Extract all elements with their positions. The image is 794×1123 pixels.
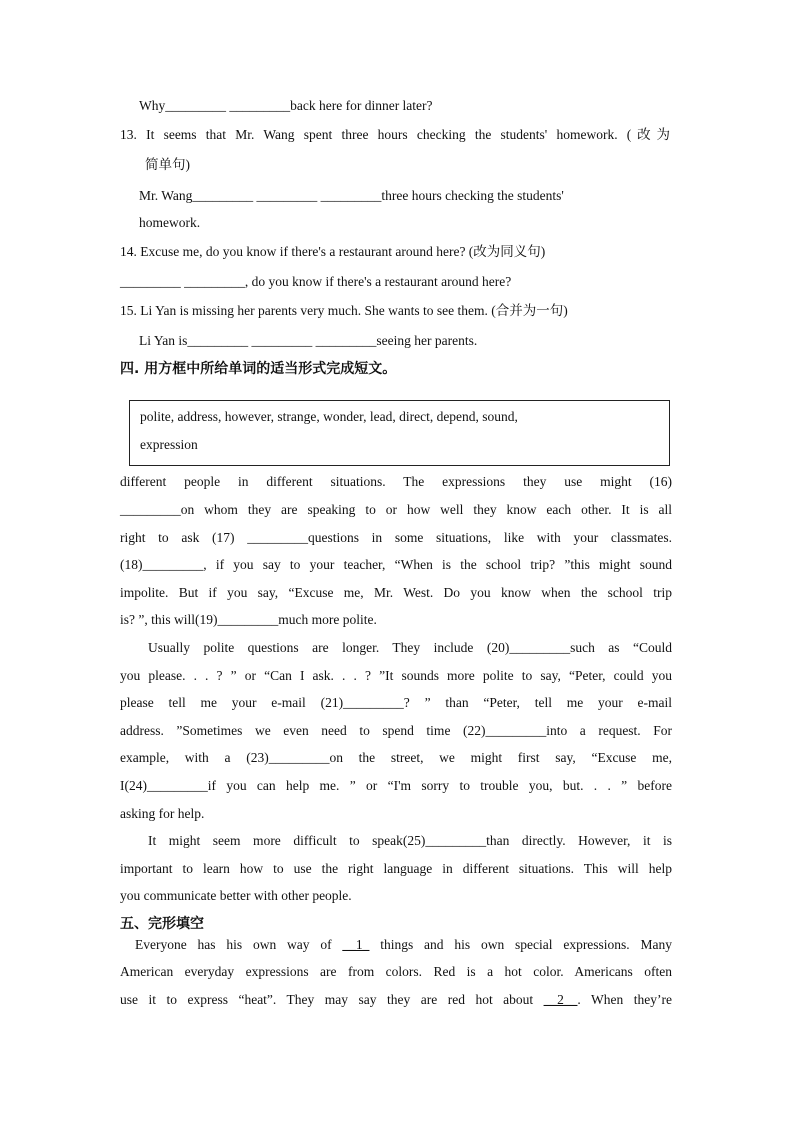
- passage-p3-line-3: you communicate better with other people.: [120, 888, 352, 903]
- cloze-line-1-start: Everyone has his own way of: [135, 937, 343, 952]
- cloze-line-1: [135, 936, 672, 954]
- q13-text-cont: 简单句): [145, 157, 190, 172]
- word-bank-line-2: expression: [140, 437, 198, 452]
- cloze-line-3-start: use it to express “heat”. They may say they are red hot about: [120, 992, 544, 1007]
- section-4-heading: 四. 用方框中所给单词的适当形式完成短文。: [120, 361, 397, 377]
- word-bank-line-1: polite, address, however, strange, wonder, lead, direct, depend, sound,: [140, 409, 518, 424]
- q12-answer-line: Why_________ _________back here for dinner later?: [139, 98, 433, 113]
- q15-answer-line: Li Yan is_________ _________ _________seeing her parents.: [139, 333, 478, 348]
- q14-answer-line: _________ _________, do you know if there's a restaurant around here?: [120, 274, 512, 289]
- passage-p2-line-3: please tell me your e-mail (21)_________? ” than “Peter, tell me your e-mail: [120, 695, 672, 710]
- passage-p2-line-4: address. ”Sometimes we even need to spend time (22)_________into a request. For: [120, 723, 672, 738]
- passage-p2-line-1: Usually polite questions are longer. They include (20)_________such as “Could: [148, 640, 672, 655]
- q13-answer-line-cont: homework.: [139, 215, 201, 230]
- q13-text: 13. It seems that Mr. Wang spent three hours checking the students' homework. (改为: [120, 127, 670, 142]
- passage-p1-line-3: right to ask (17) _________questions in some situations, like with your classmates.: [120, 530, 672, 545]
- passage-p2-line-5: example, with a (23)_________on the street, we might first say, “Excuse me,: [120, 750, 672, 765]
- passage-p3-line-1: It might seem more difficult to speak(25)_________than directly. However, it is: [148, 833, 672, 848]
- word-bank-box: [129, 400, 670, 466]
- cloze-line-2: American everyday expressions are from colors. Red is a hot color. Americans often: [120, 964, 672, 979]
- passage-p1-line-4: (18)_________, if you say to your teacher, “When is the school trip? ”this might sound: [120, 557, 672, 572]
- q14-text: 14. Excuse me, do you know if there's a restaurant around here? (改为同义句): [120, 244, 546, 259]
- section-5-heading: 五、完形填空: [120, 916, 204, 932]
- passage-p2-line-6: I(24)_________if you can help me. ” or “I'm sorry to trouble you, but. . . ” before: [120, 778, 672, 793]
- cloze-line-1-end: things and his own special expressions. Many: [369, 937, 673, 952]
- passage-p1-line-5: impolite. But if you say, “Excuse me, Mr. West. Do you know when the school trip: [120, 585, 672, 600]
- passage-p2-line-2: you please. . . ? ” or “Can I ask. . . ? ”It sounds more polite to say, “Peter, could you: [120, 668, 672, 683]
- cloze-blank-1: __1_: [342, 937, 370, 952]
- cloze-blank-2: __2__: [543, 992, 578, 1007]
- passage-p2-line-7: asking for help.: [120, 806, 205, 821]
- passage-p3-line-2: important to learn how to use the right language in different situations. This will help: [120, 861, 672, 876]
- q15-text: 15. Li Yan is missing her parents very much. She wants to see them. (合并为一句): [120, 303, 568, 318]
- passage-p1-line-6: is? ”, this will(19)_________much more polite.: [120, 612, 377, 627]
- cloze-line-3-end: . When they’re: [577, 992, 672, 1007]
- q13-answer-line: Mr. Wang_________ _________ _________three hours checking the students': [139, 188, 564, 203]
- cloze-line-3: [120, 991, 672, 1009]
- passage-p1-line-2: _________on whom they are speaking to or how well they know each other. It is all: [120, 502, 672, 517]
- passage-p1-line-1: different people in different situations. The expressions they use might (16): [120, 474, 672, 489]
